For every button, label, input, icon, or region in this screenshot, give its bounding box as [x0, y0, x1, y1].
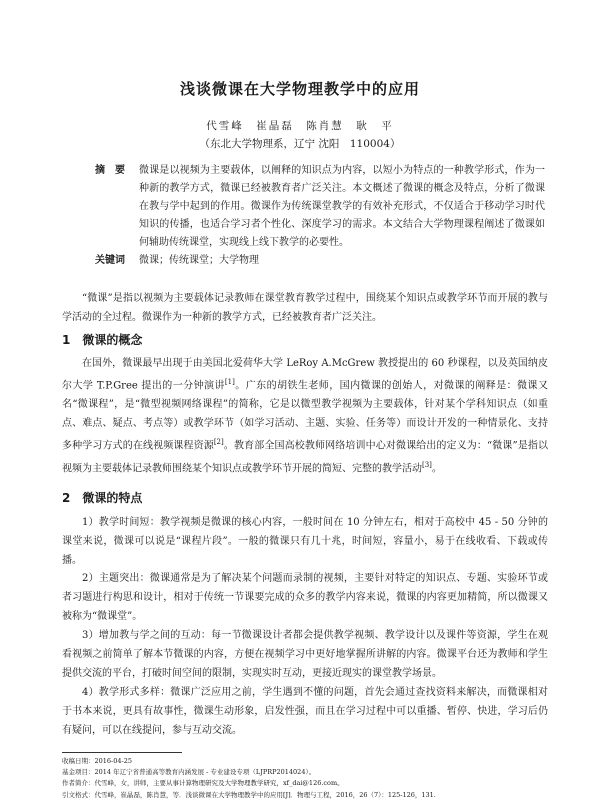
feature-item: 1）教学时间短：教学视频是微课的核心内容，一般时间在 10 分钟左右，相对于高校中 45 - 50 分钟的课堂来说，微课可以说是“课程片段”。一般的微课只有几十兆，时间短，容量小，易于在线收看、下载或传播。 — [62, 517, 548, 566]
section-1-heading: 1 微课的概念 — [62, 333, 143, 347]
feature-item: 3）增加教与学之间的互动：每一节微课设计者都会提供教学视频、教学设计以及课件等资源，学生在观看视频之前简单了解本节微课的内容，方便在视频学习中更好地掌握所讲解的内容。微课平台还为教师和学生提供交流的平台，打破时间空间的限制，实现实时互动，更接近现实的课堂教学场景。 — [62, 630, 548, 679]
author-list: 代雪峰 崔晶磊 陈肖慧 耿 平 — [206, 120, 394, 132]
paper-title: 浅谈微课在大学物理教学中的应用 — [179, 80, 420, 98]
keywords-text: 微课；传统课堂；大学物理 — [139, 255, 259, 266]
section-2-heading: 2 微课的特点 — [62, 491, 143, 505]
intro-paragraph: “微课”是指以视频为主要载体记录教师在课堂教育教学过程中，围绕某个知识点或教学环节而开展的教与学活动的全过程。微课作为一种新的教学方式，已经被教育者广泛关注。 — [62, 293, 548, 323]
section-1-text-a: 在国外，微课最早出现于由美国北爱荷华大学 LeRoy A.McGrew 教授提出的 60 秒课程，以及英国纳皮尔大学 T.P.Gree 提出的一分钟演讲 — [62, 358, 548, 392]
footnotes — [62, 756, 552, 801]
keywords-label: 关键词 — [95, 255, 125, 266]
section-1-text-d: 。 — [431, 462, 442, 474]
citation-3: [3] — [422, 460, 432, 469]
abstract-text: 微课是以视频为主要载体，以阐释的知识点为内容，以短小为特点的一种教学形式，作为一种新的教学方式，微课已经被教育者广泛关注。本文概述了微课的概念及特点，分析了微课在教与学中起到的作用。微课作为传统课堂教学的有效补充形式，不仅适合于移动学习时代知识的传播，也适合学习者个性化、深度学习的需求。本文结合大学物理课程阐述了微课如何辅助传统课堂，实现线上线下教学的必要性。 — [139, 165, 545, 248]
citation-1: [1] — [224, 378, 235, 386]
section-1-text-b: 。广东的胡铁生老师，国内微课的创始人，对微课的阐释是：微课又名“微课程”，是“微型视频网络课程”的简称，它是以微型教学视频为主要载体，针对某个学科知识点（如重点、难点、疑点、考点等）或教学环节（如学习活动、主题、实验、任务等）而设计开发的一种情景化、支持多种学习方式的在线视频课程资源 — [62, 380, 548, 452]
footnote-funding: 基金项目：2014 年辽宁省普通高等教育内涵发展 - 专业建设专项（LJPRP2014024）。 — [62, 768, 316, 777]
abstract-block — [95, 162, 545, 270]
footnote-received: 收稿日期：2016-04-25 — [62, 757, 132, 765]
abstract-label: 摘 要 — [95, 165, 125, 176]
citation-2: [2] — [213, 438, 224, 447]
section-1-text-c: 。教育部全国高校教师网络培训中心对微课给出的定义为：“微课”是指以视频为主要载体记录教师围绕某个知识点或教学环节开展的简短、完整的教学活动 — [62, 440, 548, 474]
section-1-paragraph — [62, 354, 548, 478]
feature-item: 2）主题突出：微课通常是为了解决某个问题而录制的视频，主要针对特定的知识点、专题、实验环节或者习题进行构思和设计，相对于传统一节课要完成的众多的教学内容来说，微课的内容更加精简，所以微课又被称为“微课堂”。 — [62, 573, 548, 622]
feature-item: 4）教学形式多样：微课广泛应用之前，学生遇到不懂的问题，首先会通过查找资料来解决，而微课相对于书本来说，更具有故事性，微课生动形象，启发性强，而且在学习过程中可以重播、暂停、快进，学习后仍有疑问，可以在线提问，参与互动交流。 — [62, 687, 548, 736]
affiliation: （东北大学物理系，辽宁 沈阳 110004） — [199, 138, 401, 150]
footnote-citation: 引文格式：代雪峰，崔晶磊，陈肖慧，等．浅谈微课在大学物理教学中的应用[J]．物理与工程，2016，26（7）：125-126，131. — [62, 790, 436, 799]
footnote-divider — [62, 752, 182, 753]
footnote-author-bio: 作者简介：代雪峰，女，讲师，主要从事计算物理研究及大学物理教学研究，xf_dai@126.com。 — [62, 779, 344, 788]
